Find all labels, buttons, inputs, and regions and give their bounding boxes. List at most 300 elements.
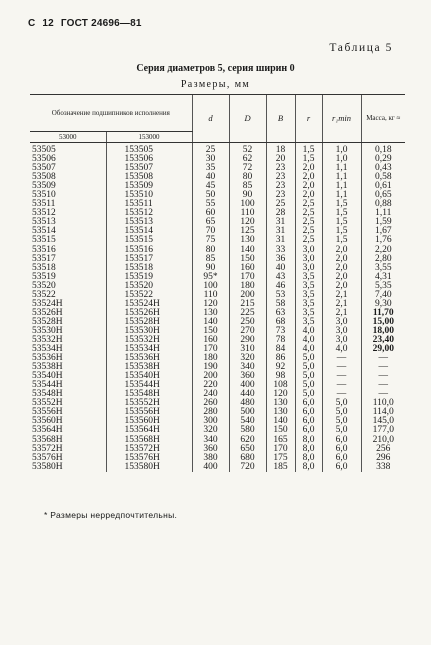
r-value: 3,5 bbox=[295, 300, 322, 309]
designation-53000: 53544H bbox=[32, 380, 63, 391]
D-value: 290 bbox=[229, 336, 266, 345]
B-value: 165 bbox=[266, 436, 295, 445]
d-value: 150 bbox=[192, 327, 229, 336]
table-row bbox=[30, 218, 405, 227]
r-value: 2,0 bbox=[295, 191, 322, 200]
table-row bbox=[30, 173, 405, 182]
d-value: 300 bbox=[192, 417, 229, 426]
d-value: 90 bbox=[192, 264, 229, 273]
r1min-value: 2,1 bbox=[322, 291, 361, 300]
B-value: 46 bbox=[266, 282, 295, 291]
D-value: 720 bbox=[229, 463, 266, 472]
dimensions-label: Размеры, мм bbox=[180, 79, 251, 90]
r-value: 5,0 bbox=[295, 354, 322, 363]
d-value: 160 bbox=[192, 336, 229, 345]
d-value: 110 bbox=[192, 291, 229, 300]
mass-value: 210,0 bbox=[361, 436, 405, 445]
designation-53000: 53518 bbox=[32, 262, 56, 273]
r-value: 5,0 bbox=[295, 363, 322, 372]
B-value: 53 bbox=[266, 291, 295, 300]
table-subtitle: Серия диаметров 5, серия ширин 0 bbox=[136, 63, 295, 74]
mass-value: — bbox=[361, 372, 405, 381]
D-value: 480 bbox=[229, 399, 266, 408]
d-value: 170 bbox=[192, 345, 229, 354]
D-value: 62 bbox=[229, 155, 266, 164]
designation-53000: 53506 bbox=[32, 154, 56, 165]
d-value: 45 bbox=[192, 182, 229, 191]
mass-value: 145,0 bbox=[361, 417, 405, 426]
mass-value: 2,20 bbox=[361, 246, 405, 255]
mass-value: 110,0 bbox=[361, 399, 405, 408]
B-value: 58 bbox=[266, 300, 295, 309]
mass-value: 3,55 bbox=[361, 264, 405, 273]
designation-53000: 53524H bbox=[32, 298, 63, 309]
designation-153000: 153532H bbox=[106, 336, 192, 345]
d-value: 360 bbox=[192, 445, 229, 454]
D-value: 140 bbox=[229, 246, 266, 255]
d-value: 280 bbox=[192, 408, 229, 417]
designation-53000: 53576H bbox=[32, 452, 63, 463]
D-value: 150 bbox=[229, 255, 266, 264]
designation-153000: 153540H bbox=[106, 372, 192, 381]
mass-value: 23,40 bbox=[361, 336, 405, 345]
d-value: 180 bbox=[192, 354, 229, 363]
d-value: 30 bbox=[192, 155, 229, 164]
D-value: 170 bbox=[229, 273, 266, 282]
designation-53000: 53507 bbox=[32, 163, 56, 174]
designation-153000: 153510 bbox=[106, 191, 192, 200]
mass-value: 1,67 bbox=[361, 227, 405, 236]
designation-153000: 153544H bbox=[106, 381, 192, 390]
r-value: 2,5 bbox=[295, 227, 322, 236]
r1min-value: 1,5 bbox=[322, 200, 361, 209]
D-value: 340 bbox=[229, 363, 266, 372]
D-value: 500 bbox=[229, 408, 266, 417]
r-value: 2,0 bbox=[295, 173, 322, 182]
D-value: 130 bbox=[229, 236, 266, 245]
d-value: 95* bbox=[192, 273, 229, 282]
r1min-value: 5,0 bbox=[322, 426, 361, 435]
d-value: 80 bbox=[192, 246, 229, 255]
designation-53000: 53552H bbox=[32, 398, 63, 409]
r-value: 3,5 bbox=[295, 273, 322, 282]
B-value: 140 bbox=[266, 417, 295, 426]
designation-153000: 153564H bbox=[106, 426, 192, 435]
designation-53000: 53538H bbox=[32, 362, 63, 373]
D-value: 80 bbox=[229, 173, 266, 182]
D-value: 580 bbox=[229, 426, 266, 435]
r1min-value: 5,0 bbox=[322, 399, 361, 408]
d-value: 260 bbox=[192, 399, 229, 408]
mass-value: 1,76 bbox=[361, 236, 405, 245]
d-value: 60 bbox=[192, 209, 229, 218]
table-row bbox=[30, 209, 405, 218]
B-value: 23 bbox=[266, 182, 295, 191]
r1min-value: 2,0 bbox=[322, 255, 361, 264]
designation-153000: 153516 bbox=[106, 246, 192, 255]
r-value: 3,0 bbox=[295, 264, 322, 273]
mass-value: — bbox=[361, 363, 405, 372]
mass-value: 2,80 bbox=[361, 255, 405, 264]
D-value: 680 bbox=[229, 454, 266, 463]
D-value: 225 bbox=[229, 309, 266, 318]
designation-53000: 53534H bbox=[32, 344, 63, 355]
r-value: 2,5 bbox=[295, 209, 322, 218]
B-value: 68 bbox=[266, 318, 295, 327]
designation-153000: 153536H bbox=[106, 354, 192, 363]
r1min-value: 4,0 bbox=[322, 345, 361, 354]
designation-53000: 53505 bbox=[32, 145, 56, 155]
designation-153000: 153513 bbox=[106, 218, 192, 227]
designation-153000: 153511 bbox=[106, 200, 192, 209]
r-value: 5,0 bbox=[295, 372, 322, 381]
bearing-table bbox=[30, 94, 405, 472]
B-value: 63 bbox=[266, 309, 295, 318]
d-value: 190 bbox=[192, 363, 229, 372]
r1min-value: 3,0 bbox=[322, 336, 361, 345]
mass-value: 5,35 bbox=[361, 282, 405, 291]
r1min-value: 2,0 bbox=[322, 264, 361, 273]
designation-53000: 53509 bbox=[32, 181, 56, 192]
r1min-value: 3,0 bbox=[322, 327, 361, 336]
D-value: 440 bbox=[229, 390, 266, 399]
D-value: 100 bbox=[229, 200, 266, 209]
B-value: 36 bbox=[266, 255, 295, 264]
r1min-value: 2,0 bbox=[322, 273, 361, 282]
table-label: Таблица 5 bbox=[329, 42, 393, 54]
r-value: 1,5 bbox=[295, 143, 322, 156]
mass-value: 1,59 bbox=[361, 218, 405, 227]
d-value: 340 bbox=[192, 436, 229, 445]
r1min-value: — bbox=[322, 381, 361, 390]
d-value: 55 bbox=[192, 200, 229, 209]
r1min-value: 1,5 bbox=[322, 236, 361, 245]
header-D: D bbox=[229, 95, 266, 143]
designation-153000: 153548H bbox=[106, 390, 192, 399]
designation-153000: 153552H bbox=[106, 399, 192, 408]
designation-53000: 53580H bbox=[32, 461, 63, 472]
B-value: 130 bbox=[266, 399, 295, 408]
mass-value: 256 bbox=[361, 445, 405, 454]
header-53000: 53000 bbox=[30, 132, 106, 143]
d-value: 65 bbox=[192, 218, 229, 227]
d-value: 85 bbox=[192, 255, 229, 264]
mass-value: 18,00 bbox=[361, 327, 405, 336]
designation-153000: 153580H bbox=[106, 463, 192, 472]
B-value: 84 bbox=[266, 345, 295, 354]
r-value: 2,0 bbox=[295, 182, 322, 191]
r1min-value: 2,0 bbox=[322, 282, 361, 291]
mass-value: 7,40 bbox=[361, 291, 405, 300]
d-value: 35 bbox=[192, 164, 229, 173]
B-value: 92 bbox=[266, 363, 295, 372]
header-B: B bbox=[266, 95, 295, 143]
designation-153000: 153534H bbox=[106, 345, 192, 354]
mass-value: 0,43 bbox=[361, 164, 405, 173]
standard-number: ГОСТ 24696—81 bbox=[60, 18, 142, 29]
B-value: 120 bbox=[266, 390, 295, 399]
D-value: 160 bbox=[229, 264, 266, 273]
B-value: 73 bbox=[266, 327, 295, 336]
D-value: 52 bbox=[229, 143, 266, 156]
header-r: r bbox=[295, 95, 322, 143]
designation-153000: 153505 bbox=[106, 143, 192, 156]
designation-53000: 53513 bbox=[32, 217, 56, 228]
r1min-value: 6,0 bbox=[322, 454, 361, 463]
designation-153000: 153576H bbox=[106, 454, 192, 463]
B-value: 23 bbox=[266, 164, 295, 173]
r1min-value: 6,0 bbox=[322, 463, 361, 472]
designation-53000: 53515 bbox=[32, 235, 56, 246]
designation-53000: 53540H bbox=[32, 371, 63, 382]
r1min-value: 6,0 bbox=[322, 436, 361, 445]
r1min-value: — bbox=[322, 354, 361, 363]
designation-53000: 53548H bbox=[32, 389, 63, 400]
r1min-value: 3,0 bbox=[322, 318, 361, 327]
r-value: 8,0 bbox=[295, 463, 322, 472]
mass-value: 296 bbox=[361, 454, 405, 463]
designation-53000: 53526H bbox=[32, 307, 63, 318]
mass-value: — bbox=[361, 381, 405, 390]
designation-53000: 53528H bbox=[32, 316, 63, 327]
designation-153000: 153568H bbox=[106, 436, 192, 445]
mass-value: 0,58 bbox=[361, 173, 405, 182]
r-value: 8,0 bbox=[295, 445, 322, 454]
designation-53000: 53560H bbox=[32, 416, 63, 427]
designation-153000: 153524H bbox=[106, 300, 192, 309]
r1min-value: 2,0 bbox=[322, 246, 361, 255]
B-value: 86 bbox=[266, 354, 295, 363]
r-value: 2,0 bbox=[295, 164, 322, 173]
r-value: 3,0 bbox=[295, 246, 322, 255]
D-value: 90 bbox=[229, 191, 266, 200]
r1min-value: — bbox=[322, 390, 361, 399]
designation-153000: 153530H bbox=[106, 327, 192, 336]
r-value: 8,0 bbox=[295, 436, 322, 445]
r-value: 3,5 bbox=[295, 282, 322, 291]
r1min-value: 6,0 bbox=[322, 445, 361, 454]
D-value: 540 bbox=[229, 417, 266, 426]
B-value: 150 bbox=[266, 426, 295, 435]
r1min-value: 1,5 bbox=[322, 209, 361, 218]
d-value: 75 bbox=[192, 236, 229, 245]
d-value: 70 bbox=[192, 227, 229, 236]
r1min-value: 1,5 bbox=[322, 218, 361, 227]
designation-153000: 153520 bbox=[106, 282, 192, 291]
mass-value: 9,30 bbox=[361, 300, 405, 309]
header-letter: С bbox=[28, 18, 36, 29]
D-value: 620 bbox=[229, 436, 266, 445]
r1min-value: — bbox=[322, 372, 361, 381]
r1min-value: 5,0 bbox=[322, 417, 361, 426]
r-value: 3,0 bbox=[295, 255, 322, 264]
table-row bbox=[30, 227, 405, 236]
table-row bbox=[30, 182, 405, 191]
D-value: 310 bbox=[229, 345, 266, 354]
r-value: 3,5 bbox=[295, 291, 322, 300]
designation-153000: 153538H bbox=[106, 363, 192, 372]
designation-53000: 53512 bbox=[32, 208, 56, 219]
designation-153000: 153509 bbox=[106, 182, 192, 191]
B-value: 23 bbox=[266, 191, 295, 200]
r1min-value: 5,0 bbox=[322, 408, 361, 417]
header-d: d bbox=[192, 95, 229, 143]
designation-153000: 153526H bbox=[106, 309, 192, 318]
r1min-value: — bbox=[322, 363, 361, 372]
r-value: 6,0 bbox=[295, 426, 322, 435]
r-value: 4,0 bbox=[295, 345, 322, 354]
designation-53000: 53517 bbox=[32, 253, 56, 264]
mass-value: 338 bbox=[361, 463, 405, 472]
page-header bbox=[28, 18, 146, 29]
designation-53000: 53572H bbox=[32, 443, 63, 454]
header-153000: 153000 bbox=[106, 132, 192, 143]
d-value: 100 bbox=[192, 282, 229, 291]
D-value: 85 bbox=[229, 182, 266, 191]
B-value: 43 bbox=[266, 273, 295, 282]
r1min-value: 1,1 bbox=[322, 182, 361, 191]
designation-53000: 53508 bbox=[32, 172, 56, 183]
designation-153000: 153560H bbox=[106, 417, 192, 426]
d-value: 40 bbox=[192, 173, 229, 182]
table-row bbox=[30, 143, 405, 156]
designation-53000: 53556H bbox=[32, 407, 63, 418]
r-value: 3,5 bbox=[295, 318, 322, 327]
designation-153000: 153572H bbox=[106, 445, 192, 454]
table-row bbox=[30, 191, 405, 200]
r-value: 2,5 bbox=[295, 236, 322, 245]
designation-153000: 153506 bbox=[106, 155, 192, 164]
B-value: 31 bbox=[266, 227, 295, 236]
designation-153000: 153556H bbox=[106, 408, 192, 417]
table-row bbox=[30, 255, 405, 264]
d-value: 320 bbox=[192, 426, 229, 435]
d-value: 380 bbox=[192, 454, 229, 463]
designation-153000: 153508 bbox=[106, 173, 192, 182]
B-value: 25 bbox=[266, 200, 295, 209]
D-value: 250 bbox=[229, 318, 266, 327]
D-value: 215 bbox=[229, 300, 266, 309]
r-value: 5,0 bbox=[295, 381, 322, 390]
d-value: 25 bbox=[192, 143, 229, 156]
B-value: 31 bbox=[266, 218, 295, 227]
D-value: 200 bbox=[229, 291, 266, 300]
designation-53000: 53511 bbox=[32, 199, 56, 210]
B-value: 20 bbox=[266, 155, 295, 164]
B-value: 33 bbox=[266, 246, 295, 255]
designation-153000: 153512 bbox=[106, 209, 192, 218]
table-row bbox=[30, 164, 405, 173]
mass-value: 0,88 bbox=[361, 200, 405, 209]
designation-53000: 53532H bbox=[32, 334, 63, 345]
d-value: 130 bbox=[192, 309, 229, 318]
r-value: 4,0 bbox=[295, 336, 322, 345]
B-value: 28 bbox=[266, 209, 295, 218]
B-value: 40 bbox=[266, 264, 295, 273]
r1min-value: 1,0 bbox=[322, 155, 361, 164]
d-value: 140 bbox=[192, 318, 229, 327]
r-value: 3,5 bbox=[295, 309, 322, 318]
B-value: 98 bbox=[266, 372, 295, 381]
D-value: 400 bbox=[229, 381, 266, 390]
table-row bbox=[30, 200, 405, 209]
B-value: 23 bbox=[266, 173, 295, 182]
d-value: 240 bbox=[192, 390, 229, 399]
footnote: * Размеры нерредпочтительны. bbox=[44, 510, 178, 520]
D-value: 270 bbox=[229, 327, 266, 336]
mass-value: 29,00 bbox=[361, 345, 405, 354]
designation-153000: 153515 bbox=[106, 236, 192, 245]
D-value: 120 bbox=[229, 218, 266, 227]
designation-53000: 53522 bbox=[32, 289, 56, 300]
designation-header: Обозначение подшипников исполнения bbox=[30, 95, 192, 132]
table-row bbox=[30, 155, 405, 164]
designation-153000: 153517 bbox=[106, 255, 192, 264]
d-value: 400 bbox=[192, 463, 229, 472]
designation-53000: 53516 bbox=[32, 244, 56, 255]
designation-153000: 153519 bbox=[106, 273, 192, 282]
mass-value: — bbox=[361, 390, 405, 399]
designation-53000: 53530H bbox=[32, 325, 63, 336]
mass-value: 177,0 bbox=[361, 426, 405, 435]
designation-153000: 153507 bbox=[106, 164, 192, 173]
mass-value: — bbox=[361, 354, 405, 363]
designation-53000: 53514 bbox=[32, 226, 56, 237]
r-value: 6,0 bbox=[295, 399, 322, 408]
r-value: 5,0 bbox=[295, 390, 322, 399]
D-value: 320 bbox=[229, 354, 266, 363]
mass-value: 0,65 bbox=[361, 191, 405, 200]
mass-value: 11,70 bbox=[361, 309, 405, 318]
designation-53000: 53536H bbox=[32, 353, 63, 364]
D-value: 650 bbox=[229, 445, 266, 454]
r-value: 6,0 bbox=[295, 417, 322, 426]
designation-53000: 53520 bbox=[32, 280, 56, 291]
r1min-value: 1,1 bbox=[322, 164, 361, 173]
table-row bbox=[30, 246, 405, 255]
r-value: 4,0 bbox=[295, 327, 322, 336]
designation-153000: 153522 bbox=[106, 291, 192, 300]
D-value: 125 bbox=[229, 227, 266, 236]
r1min-value: 1,0 bbox=[322, 143, 361, 156]
B-value: 78 bbox=[266, 336, 295, 345]
r-value: 8,0 bbox=[295, 454, 322, 463]
r1min-value: 2,1 bbox=[322, 300, 361, 309]
mass-value: 0,61 bbox=[361, 182, 405, 191]
table-row bbox=[30, 463, 405, 472]
table-row bbox=[30, 236, 405, 245]
d-value: 220 bbox=[192, 381, 229, 390]
B-value: 175 bbox=[266, 454, 295, 463]
table-row bbox=[30, 282, 405, 291]
r1min-value: 1,5 bbox=[322, 227, 361, 236]
r-value: 2,5 bbox=[295, 218, 322, 227]
header-mass: Масса, кг ≈ bbox=[361, 95, 405, 143]
mass-value: 114,0 bbox=[361, 408, 405, 417]
B-value: 130 bbox=[266, 408, 295, 417]
r1min-value: 2,1 bbox=[322, 309, 361, 318]
r-value: 6,0 bbox=[295, 408, 322, 417]
r1min-value: 1,1 bbox=[322, 191, 361, 200]
designation-53000: 53510 bbox=[32, 190, 56, 201]
designation-53000: 53568H bbox=[32, 434, 63, 445]
r1min-value: 1,1 bbox=[322, 173, 361, 182]
mass-value: 4,31 bbox=[361, 273, 405, 282]
D-value: 110 bbox=[229, 209, 266, 218]
d-value: 200 bbox=[192, 372, 229, 381]
D-value: 72 bbox=[229, 164, 266, 173]
designation-153000: 153528H bbox=[106, 318, 192, 327]
